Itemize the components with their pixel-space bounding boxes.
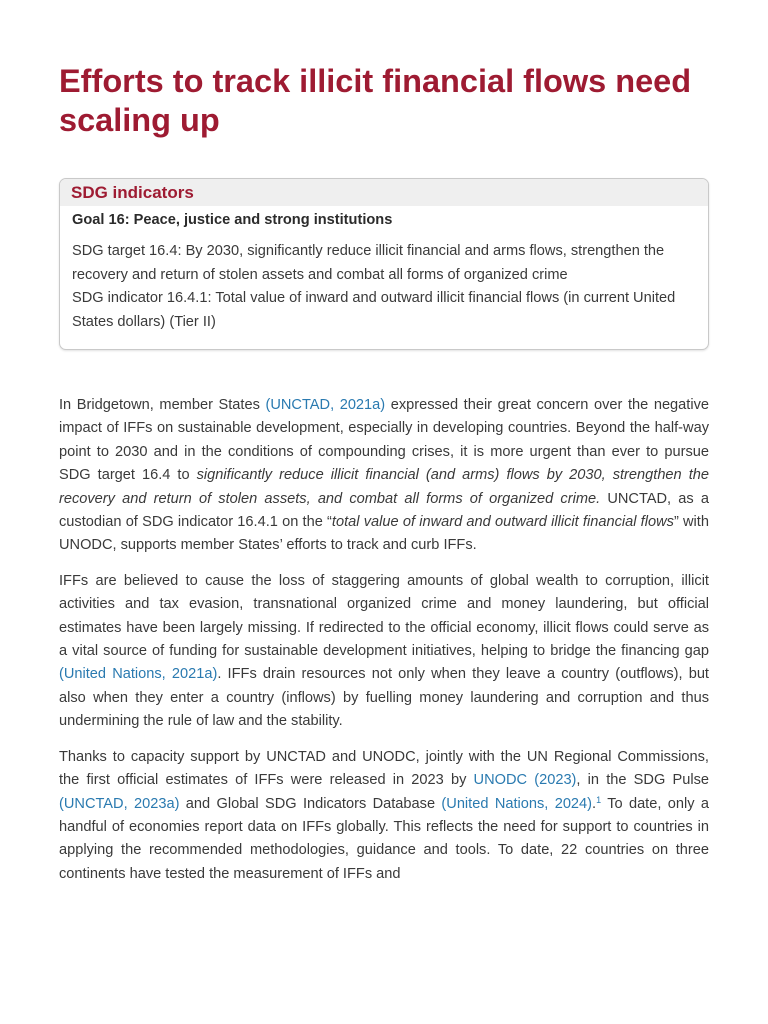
sdg-indicator: SDG indicator 16.4.1: Total value of inward and outward illicit financial flows (in current United States dollars) (Tier II) [72, 290, 676, 330]
paragraph-text: ” with UNODC, supports member States’ efforts to track and curb IFFs. [59, 514, 709, 554]
paragraph-text: . IFFs drain resources not only when they leave a country (outflows), but also when they enter a country (inflows) by fuelling money laundering and corruption and thus undermining the rule of law and the stability. [59, 666, 709, 730]
paragraph-text: Thanks to capacity support by UNCTAD and UNODC, jointly with the UN Regional Commissions, the first official estimates of IFFs were released in 2023 by [59, 748, 709, 789]
sdg-description [72, 240, 700, 334]
paragraph-text: In Bridgetown, member States [59, 397, 266, 413]
paragraph-text: UNCTAD, as a custodian of SDG indicator 16.4.1 on the “ [59, 490, 709, 531]
citation-link[interactable]: UNODC (2023) [473, 772, 577, 789]
sdg-box-header: SDG indicators [60, 179, 708, 206]
citation-link[interactable]: (UNCTAD, 2021a) [265, 397, 386, 413]
paragraph-text: . [592, 795, 597, 812]
paragraph-3 [59, 746, 709, 886]
citation-link[interactable]: (United Nations, 2021a) [59, 666, 218, 683]
sdg-indicators-box [59, 178, 709, 350]
paragraph-2 [59, 570, 709, 734]
emphasized-text: total value of inward and outward illicit financial flows [331, 514, 674, 531]
citation-link[interactable]: (United Nations, 2024) [441, 795, 593, 812]
emphasized-text: significantly reduce illicit financial (and arms) flows by 2030, strengthen the recovery and return of stolen assets, and combat all forms of organized crime. [59, 467, 709, 507]
paragraph-1 [59, 394, 709, 558]
paragraph-text: and Global SDG Indicators Database [179, 795, 442, 812]
sdg-target: SDG target 16.4: By 2030, significantly reduce illicit financial and arms flows, strengthen the recovery and return of stolen assets and combat all forms of organized crime [72, 243, 665, 283]
sdg-goal: Goal 16: Peace, justice and strong institutions [72, 212, 393, 228]
paragraph-text: IFFs are believed to cause the loss of staggering amounts of global wealth to corruption, illicit activities and tax evasion, transnational organized crime and money laundering, but official estimates have been largely missing. If redirected to the official economy, illicit flows could serve as a vital source of funding for sustainable development initiatives, helping to bridge the financing gap [59, 572, 709, 660]
paragraph-text: , in the SDG Pulse [576, 772, 709, 789]
footnote-marker[interactable]: 1 [596, 794, 602, 805]
paragraph-text: To date, only a handful of economies report data on IFFs globally. This reflects the need for support to countries in applying the recommended methodologies, guidance and tools. To date, 22 countries on three continents have tested the measurement of IFFs and [59, 795, 709, 882]
page-title: Efforts to track illicit financial flows need scaling up [59, 63, 692, 138]
body-text [59, 394, 709, 898]
paragraph-text: expressed their great concern over the negative impact of IFFs on sustainable development, especially in developing countries. Beyond the half-way point to 2030 and in the conditions of compounding crises, it is more urgent than ever to pursue SDG target 16.4 to [59, 397, 710, 484]
citation-link[interactable]: (UNCTAD, 2023a) [59, 795, 180, 812]
